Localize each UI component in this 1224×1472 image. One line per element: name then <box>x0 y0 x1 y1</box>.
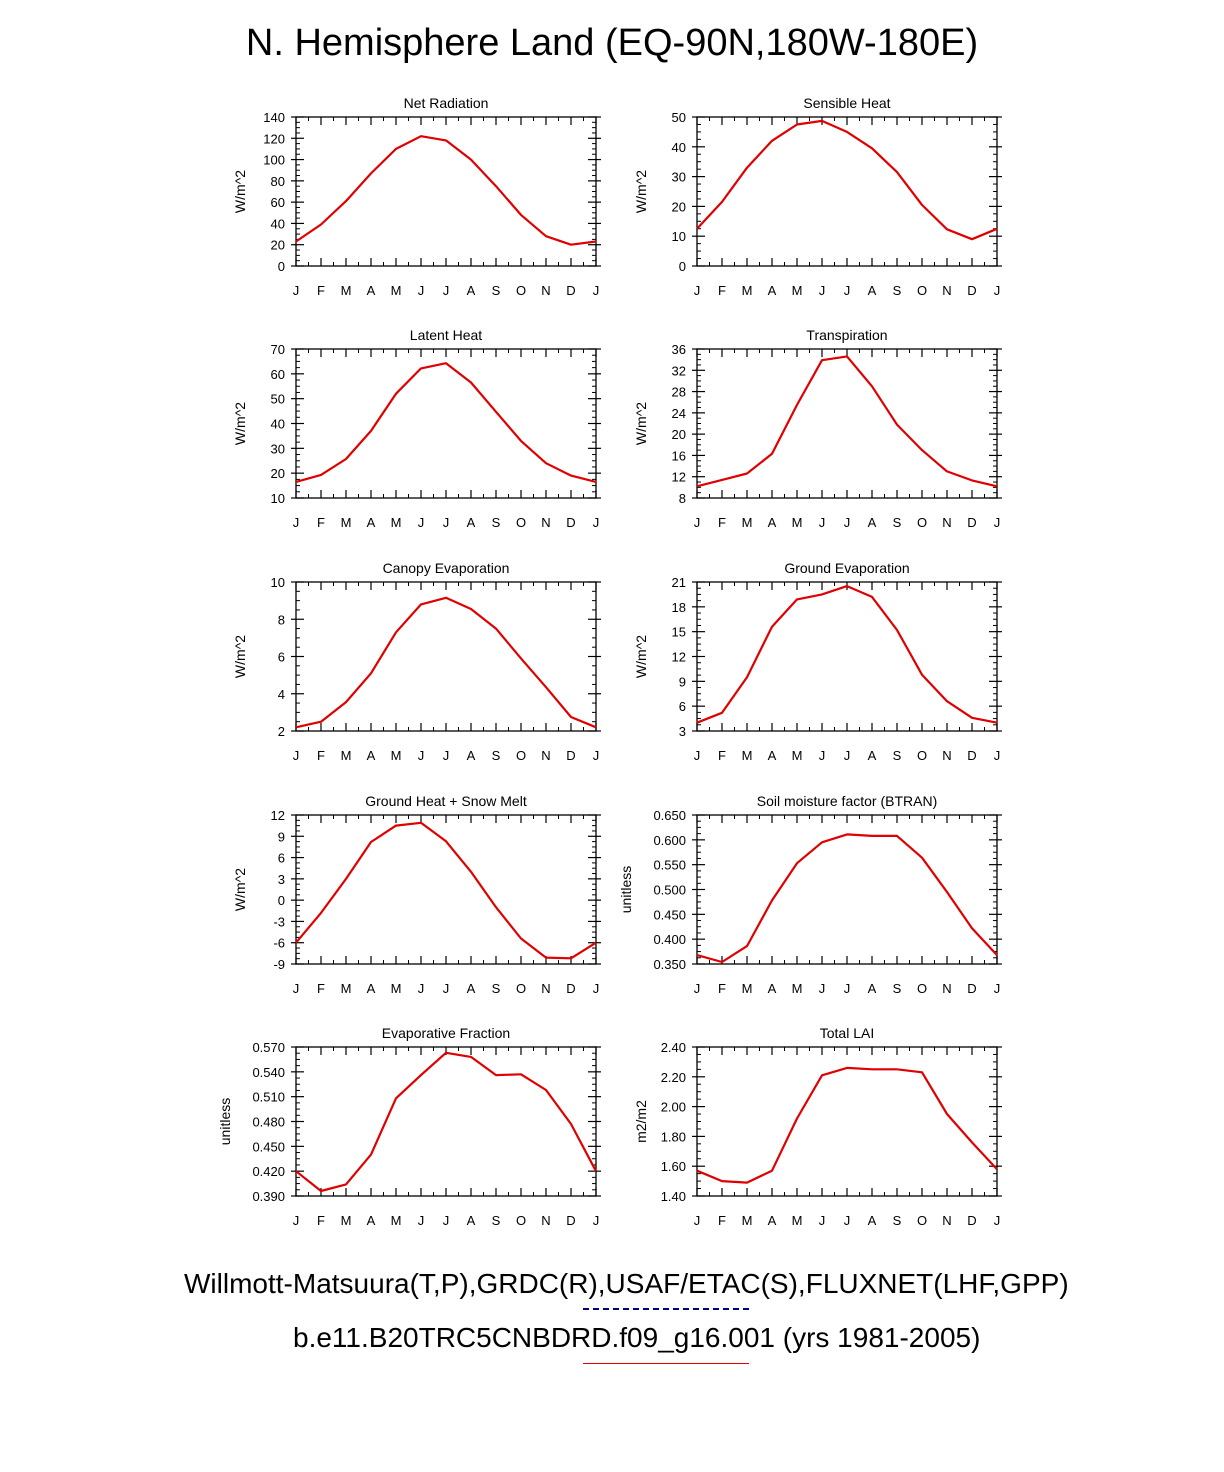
x-tick-label: O <box>916 981 928 996</box>
x-tick-label: D <box>967 1213 977 1228</box>
footer-obs-label: Willmott-Matsuura(T,P),GRDC(R),USAF/ETAC(S),FLUXNET(LHF,GPP) <box>184 1268 1069 1299</box>
chart-title: Canopy Evaporation <box>382 560 510 576</box>
y-tick-label: 3 <box>678 724 686 739</box>
x-tick-label: J <box>693 748 701 763</box>
x-tick-label: M <box>340 283 352 298</box>
x-tick-label: A <box>366 283 376 298</box>
obs-legend-line <box>583 1308 749 1310</box>
x-tick-label: F <box>718 283 726 298</box>
y-tick-label: -3 <box>273 914 285 930</box>
x-tick-label: J <box>993 515 1001 530</box>
page-title: N. Hemisphere Land (EQ-90N,180W-180E) <box>245 22 979 64</box>
y-axis-label: W/m^2 <box>232 867 248 912</box>
series-line-model <box>296 136 596 245</box>
x-tick-label: O <box>916 283 928 298</box>
x-tick-label: F <box>317 515 325 530</box>
y-tick-label: 100 <box>263 152 285 168</box>
y-tick-label: 9 <box>277 829 285 845</box>
series-line-model <box>296 1053 596 1191</box>
series-line-model <box>296 598 596 728</box>
y-axis-label: unitless <box>217 1097 233 1146</box>
y-tick-label: 0 <box>277 893 285 909</box>
x-tick-label: J <box>592 283 600 298</box>
x-tick-label: A <box>466 1213 476 1228</box>
y-tick-label: 32 <box>671 363 686 379</box>
x-tick-label: J <box>417 515 425 530</box>
chart-title: Latent Heat <box>409 327 483 343</box>
x-tick-label: O <box>515 515 527 530</box>
y-tick-label: 6 <box>678 699 686 715</box>
x-tick-label: A <box>867 1213 877 1228</box>
chart-title: Sensible Heat <box>803 95 891 111</box>
x-tick-label: D <box>566 1213 576 1228</box>
x-tick-label: N <box>541 1213 551 1228</box>
x-tick-label: M <box>791 748 803 763</box>
y-tick-label: 0.650 <box>653 808 686 823</box>
y-axis-label: W/m^2 <box>633 634 649 679</box>
x-tick-label: F <box>317 748 325 763</box>
x-tick-label: M <box>791 283 803 298</box>
x-tick-label: J <box>442 748 450 763</box>
x-tick-label: J <box>693 283 701 298</box>
y-tick-label: 36 <box>671 342 686 357</box>
chart-panel-8 <box>217 1025 601 1228</box>
y-tick-label: 0.550 <box>653 857 686 873</box>
y-tick-label: 20 <box>671 199 686 215</box>
plot-frame <box>697 815 997 964</box>
chart-panel-5 <box>633 560 1002 763</box>
y-tick-label: -9 <box>273 957 285 972</box>
x-tick-label: J <box>442 1213 450 1228</box>
plot-frame <box>296 815 596 964</box>
series-line-model <box>296 363 596 482</box>
chart-title: Soil moisture factor (BTRAN) <box>756 793 938 809</box>
x-tick-label: N <box>541 981 551 996</box>
x-tick-label: J <box>592 1213 600 1228</box>
x-tick-label: A <box>366 515 376 530</box>
y-tick-label: 10 <box>270 575 285 590</box>
y-tick-label: 0.500 <box>653 882 686 898</box>
y-tick-label: 80 <box>270 173 285 189</box>
x-tick-label: J <box>818 981 826 996</box>
x-tick-label: F <box>718 981 726 996</box>
chart-title: Ground Heat + Snow Melt <box>365 793 527 809</box>
x-tick-label: M <box>390 981 402 996</box>
y-tick-label: 40 <box>270 416 285 432</box>
x-tick-label: F <box>718 1213 726 1228</box>
x-tick-label: J <box>292 981 300 996</box>
plot-frame <box>296 1047 596 1196</box>
plot-frame <box>296 582 596 731</box>
x-tick-label: D <box>967 283 977 298</box>
x-tick-label: M <box>390 515 402 530</box>
y-tick-label: 40 <box>270 216 285 232</box>
x-tick-label: J <box>818 748 826 763</box>
x-tick-label: F <box>317 1213 325 1228</box>
x-tick-label: J <box>843 283 851 298</box>
x-tick-label: D <box>566 981 576 996</box>
x-tick-label: J <box>442 283 450 298</box>
x-tick-label: S <box>491 515 501 530</box>
y-axis-label: W/m^2 <box>232 634 248 679</box>
y-tick-label: 120 <box>263 131 285 147</box>
x-tick-label: J <box>818 283 826 298</box>
y-tick-label: 20 <box>671 427 686 443</box>
x-tick-label: D <box>967 748 977 763</box>
y-tick-label: 24 <box>671 405 686 421</box>
y-tick-label: 50 <box>270 391 285 407</box>
y-tick-label: 0.600 <box>653 832 686 848</box>
x-tick-label: A <box>366 1213 376 1228</box>
y-tick-label: 40 <box>671 139 686 155</box>
x-tick-label: J <box>417 748 425 763</box>
x-tick-label: J <box>843 748 851 763</box>
x-tick-label: J <box>292 1213 300 1228</box>
x-tick-label: S <box>892 748 902 763</box>
x-tick-label: S <box>491 748 501 763</box>
x-tick-label: N <box>942 748 952 763</box>
x-tick-label: J <box>818 515 826 530</box>
x-tick-label: A <box>466 283 476 298</box>
x-tick-label: M <box>340 515 352 530</box>
x-tick-label: J <box>442 981 450 996</box>
y-tick-label: 4 <box>277 686 285 702</box>
x-tick-label: A <box>867 981 877 996</box>
y-tick-label: 0.570 <box>252 1040 285 1055</box>
x-tick-label: A <box>767 981 777 996</box>
x-tick-label: J <box>292 748 300 763</box>
x-tick-label: N <box>942 1213 952 1228</box>
y-tick-label: 0.390 <box>252 1189 285 1204</box>
y-tick-label: 0.450 <box>653 907 686 923</box>
x-tick-label: N <box>942 981 952 996</box>
x-tick-label: J <box>993 1213 1001 1228</box>
x-tick-label: F <box>317 981 325 996</box>
y-tick-label: 8 <box>678 491 686 506</box>
y-tick-label: 0.420 <box>252 1164 285 1180</box>
y-tick-label: 12 <box>270 808 285 823</box>
x-tick-label: O <box>916 515 928 530</box>
x-tick-label: A <box>767 748 777 763</box>
y-tick-label: 0.540 <box>252 1064 285 1080</box>
x-tick-label: J <box>417 283 425 298</box>
y-tick-label: 20 <box>270 466 285 482</box>
x-tick-label: S <box>892 283 902 298</box>
chart-panel-2 <box>232 327 601 530</box>
x-tick-label: J <box>442 515 450 530</box>
x-tick-label: J <box>292 515 300 530</box>
x-tick-label: D <box>967 981 977 996</box>
x-tick-label: O <box>916 748 928 763</box>
x-tick-label: J <box>843 1213 851 1228</box>
y-tick-label: 10 <box>671 229 686 245</box>
y-tick-label: 60 <box>270 366 285 382</box>
x-tick-label: M <box>340 981 352 996</box>
y-tick-label: 0.510 <box>252 1089 285 1105</box>
x-tick-label: J <box>693 515 701 530</box>
series-line-model <box>697 834 997 962</box>
x-tick-label: N <box>942 515 952 530</box>
x-tick-label: N <box>541 748 551 763</box>
x-tick-label: J <box>843 515 851 530</box>
y-axis-label: W/m^2 <box>232 401 248 446</box>
y-axis-label: unitless <box>618 865 634 914</box>
y-tick-label: 28 <box>671 384 686 400</box>
x-tick-label: D <box>566 515 576 530</box>
x-tick-label: M <box>791 515 803 530</box>
y-tick-label: 50 <box>671 110 686 125</box>
y-tick-label: 20 <box>270 237 285 253</box>
x-tick-label: D <box>967 515 977 530</box>
y-axis-label: m2/m2 <box>633 1100 649 1143</box>
y-tick-label: 2.40 <box>660 1040 686 1055</box>
x-tick-label: J <box>993 748 1001 763</box>
chart-panel-3 <box>633 327 1002 530</box>
chart-title: Ground Evaporation <box>784 560 910 576</box>
x-tick-label: A <box>366 981 376 996</box>
x-tick-label: M <box>741 515 753 530</box>
x-tick-label: J <box>417 1213 425 1228</box>
x-tick-label: J <box>592 515 600 530</box>
chart-panel-7 <box>618 793 1002 996</box>
y-tick-label: 2 <box>277 724 285 739</box>
x-tick-label: A <box>767 515 777 530</box>
y-tick-label: 21 <box>671 575 686 590</box>
y-tick-label: 10 <box>270 491 285 506</box>
x-tick-label: D <box>566 283 576 298</box>
chart-title: Total LAI <box>819 1025 875 1041</box>
x-tick-label: A <box>466 748 476 763</box>
series-line-model <box>697 356 997 486</box>
y-tick-label: 1.80 <box>660 1129 686 1145</box>
x-tick-label: F <box>718 515 726 530</box>
x-tick-label: A <box>466 981 476 996</box>
y-tick-label: 3 <box>277 871 285 887</box>
x-tick-label: M <box>390 748 402 763</box>
x-tick-label: A <box>867 283 877 298</box>
y-tick-label: 0.350 <box>653 957 686 972</box>
x-tick-label: M <box>741 748 753 763</box>
y-tick-label: 60 <box>270 195 285 211</box>
y-axis-label: W/m^2 <box>232 169 248 214</box>
chart-title: Transpiration <box>806 327 888 343</box>
x-tick-label: D <box>566 748 576 763</box>
plot-frame <box>697 582 997 731</box>
y-tick-label: 6 <box>277 649 285 665</box>
y-tick-label: 15 <box>671 624 686 640</box>
x-tick-label: O <box>515 1213 527 1228</box>
x-tick-label: M <box>340 1213 352 1228</box>
x-tick-label: M <box>340 748 352 763</box>
x-tick-label: N <box>541 283 551 298</box>
y-tick-label: 9 <box>678 674 686 690</box>
y-tick-label: 30 <box>671 169 686 185</box>
chart-panel-4 <box>232 560 601 763</box>
x-tick-label: M <box>390 1213 402 1228</box>
x-tick-label: A <box>867 515 877 530</box>
y-tick-label: 30 <box>270 441 285 457</box>
x-tick-label: S <box>491 283 501 298</box>
x-tick-label: S <box>491 1213 501 1228</box>
plot-frame <box>697 1047 997 1196</box>
y-tick-label: 0.450 <box>252 1139 285 1155</box>
x-tick-label: M <box>741 1213 753 1228</box>
x-tick-label: J <box>693 981 701 996</box>
x-tick-label: J <box>592 748 600 763</box>
x-tick-label: J <box>693 1213 701 1228</box>
x-tick-label: M <box>791 1213 803 1228</box>
x-tick-label: M <box>741 981 753 996</box>
x-tick-label: J <box>993 981 1001 996</box>
x-tick-label: O <box>515 748 527 763</box>
x-tick-label: F <box>317 283 325 298</box>
x-tick-label: S <box>491 981 501 996</box>
y-tick-label: 140 <box>263 110 285 125</box>
x-tick-label: A <box>466 515 476 530</box>
y-tick-label: 12 <box>671 469 686 485</box>
y-tick-label: 0.400 <box>653 932 686 948</box>
x-tick-label: A <box>366 748 376 763</box>
x-tick-label: J <box>592 981 600 996</box>
y-tick-label: 0 <box>678 259 686 274</box>
series-line-model <box>296 823 596 959</box>
y-tick-label: 70 <box>270 342 285 357</box>
chart-panel-1 <box>633 95 1002 298</box>
y-tick-label: 2.00 <box>660 1099 686 1115</box>
y-tick-label: -6 <box>273 935 285 951</box>
y-tick-label: 16 <box>671 448 686 464</box>
chart-panel-6 <box>232 793 601 996</box>
x-tick-label: A <box>867 748 877 763</box>
y-tick-label: 0.480 <box>252 1114 285 1130</box>
y-tick-label: 6 <box>277 850 285 866</box>
y-tick-label: 1.40 <box>660 1189 686 1204</box>
y-tick-label: 8 <box>277 612 285 628</box>
y-tick-label: 1.60 <box>660 1159 686 1175</box>
x-tick-label: N <box>942 283 952 298</box>
y-axis-label: W/m^2 <box>633 169 649 214</box>
series-line-model <box>697 1068 997 1183</box>
y-tick-label: 12 <box>671 649 686 665</box>
y-tick-label: 2.20 <box>660 1069 686 1085</box>
footer-model-label: b.e11.B20TRC5CNBDRD.f09_g16.001 (yrs 1981-2005) <box>293 1322 981 1353</box>
x-tick-label: N <box>541 515 551 530</box>
x-tick-label: S <box>892 1213 902 1228</box>
x-tick-label: J <box>292 283 300 298</box>
x-tick-label: J <box>843 981 851 996</box>
x-tick-label: A <box>767 1213 777 1228</box>
chart-panel-9 <box>633 1025 1002 1228</box>
x-tick-label: O <box>515 981 527 996</box>
x-tick-label: S <box>892 515 902 530</box>
plot-frame <box>296 349 596 498</box>
series-line-model <box>697 121 997 239</box>
x-tick-label: S <box>892 981 902 996</box>
x-tick-label: O <box>916 1213 928 1228</box>
x-tick-label: J <box>993 283 1001 298</box>
x-tick-label: M <box>390 283 402 298</box>
series-line-model <box>697 586 997 723</box>
x-tick-label: O <box>515 283 527 298</box>
x-tick-label: M <box>741 283 753 298</box>
y-tick-label: 18 <box>671 599 686 615</box>
x-tick-label: J <box>818 1213 826 1228</box>
y-axis-label: W/m^2 <box>633 401 649 446</box>
chart-panel-0 <box>232 95 601 298</box>
chart-title: Net Radiation <box>403 95 489 111</box>
x-tick-label: A <box>767 283 777 298</box>
y-tick-label: 0 <box>277 259 285 274</box>
x-tick-label: M <box>791 981 803 996</box>
plot-frame <box>697 117 997 266</box>
x-tick-label: F <box>718 748 726 763</box>
x-tick-label: J <box>417 981 425 996</box>
model-legend-line <box>583 1363 749 1364</box>
chart-title: Evaporative Fraction <box>381 1025 511 1041</box>
